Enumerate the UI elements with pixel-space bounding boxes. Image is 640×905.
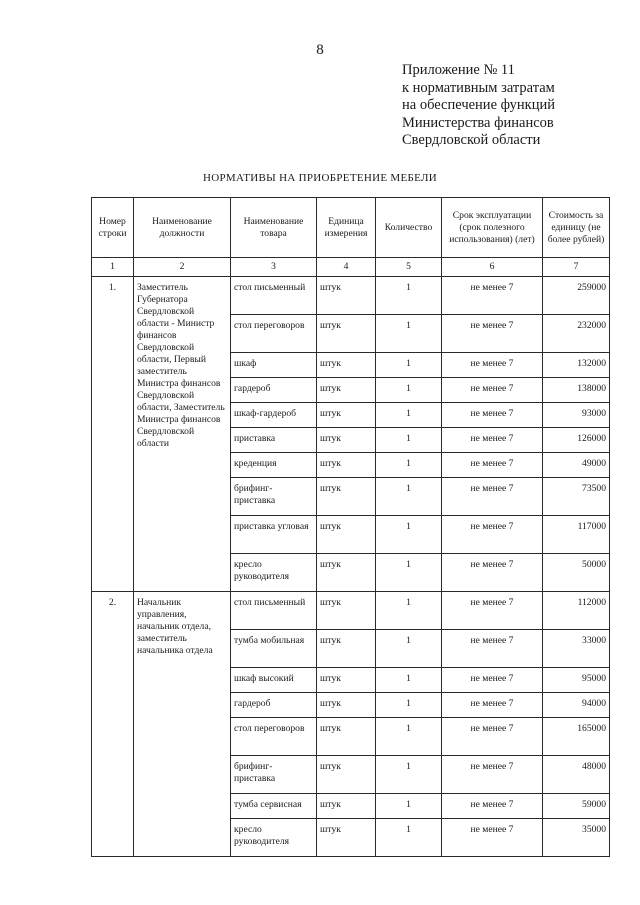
quantity-cell: 1 — [376, 630, 442, 668]
unit-cost-cell: 93000 — [543, 403, 610, 428]
unit-cost-cell: 33000 — [543, 630, 610, 668]
unit-cost-cell: 112000 — [543, 592, 610, 630]
quantity-cell: 1 — [376, 315, 442, 353]
unit-cost-cell: 126000 — [543, 428, 610, 453]
goods-name-cell: брифинг-приставка — [231, 478, 317, 516]
unit-cost-cell: 50000 — [543, 554, 610, 592]
unit-cell: штук — [317, 516, 376, 554]
row-number-cell: 1. — [92, 277, 134, 592]
header-unit-cost: Стоимость за единицу (не более рублей) — [543, 198, 610, 258]
appendix-line: Министерства финансов — [402, 114, 554, 131]
unit-cost-cell: 48000 — [543, 756, 610, 794]
appendix-block — [402, 62, 555, 150]
quantity-cell: 1 — [376, 478, 442, 516]
appendix-line: Свердловской области — [402, 132, 541, 148]
header-row-number: Номер строки — [92, 198, 134, 258]
quantity-cell: 1 — [376, 353, 442, 378]
service-life-cell: не менее 7 — [442, 668, 543, 693]
quantity-cell: 1 — [376, 554, 442, 592]
unit-cell: штук — [317, 378, 376, 403]
goods-name-cell: креденция — [231, 453, 317, 478]
column-number-row — [92, 258, 610, 277]
header-goods: Наименование товара — [231, 198, 317, 258]
service-life-cell: не менее 7 — [442, 819, 543, 857]
goods-name-cell: приставка угловая — [231, 516, 317, 554]
unit-cost-cell: 59000 — [543, 794, 610, 819]
service-life-cell: не менее 7 — [442, 693, 543, 718]
column-number: 6 — [442, 258, 543, 277]
goods-name-cell: стол письменный — [231, 592, 317, 630]
unit-cell: штук — [317, 554, 376, 592]
table-row — [92, 277, 610, 315]
service-life-cell: не менее 7 — [442, 478, 543, 516]
service-life-cell: не менее 7 — [442, 592, 543, 630]
service-life-cell: не менее 7 — [442, 453, 543, 478]
table-header-row — [92, 198, 610, 258]
goods-name-cell: шкаф-гардероб — [231, 403, 317, 428]
unit-cell: штук — [317, 592, 376, 630]
column-number: 3 — [231, 258, 317, 277]
page-number: 8 — [316, 42, 324, 58]
unit-cell: штук — [317, 718, 376, 756]
service-life-cell: не менее 7 — [442, 277, 543, 315]
appendix-line: к нормативным затратам — [402, 79, 555, 96]
appendix-line: Приложение № 11 — [402, 62, 515, 78]
unit-cell: штук — [317, 756, 376, 794]
quantity-cell: 1 — [376, 277, 442, 315]
document-title: НОРМАТИВЫ НА ПРИОБРЕТЕНИЕ МЕБЕЛИ — [202, 172, 438, 184]
service-life-cell: не менее 7 — [442, 630, 543, 668]
goods-name-cell: стол переговоров — [231, 718, 317, 756]
service-life-cell: не менее 7 — [442, 378, 543, 403]
position-cell: Заместитель Губернатора Свердловской области - Министр финансов Свердловской области, Первый заместитель Министра финансов Свердловской области, Заместитель Министра финансов Свердловской области — [134, 277, 231, 592]
goods-name-cell: приставка — [231, 428, 317, 453]
service-life-cell: не менее 7 — [442, 756, 543, 794]
quantity-cell: 1 — [376, 378, 442, 403]
unit-cell: штук — [317, 453, 376, 478]
quantity-cell: 1 — [376, 403, 442, 428]
table-row — [92, 592, 610, 630]
quantity-cell: 1 — [376, 516, 442, 554]
unit-cell: штук — [317, 428, 376, 453]
quantity-cell: 1 — [376, 718, 442, 756]
unit-cost-cell: 95000 — [543, 668, 610, 693]
unit-cost-cell: 165000 — [543, 718, 610, 756]
goods-name-cell: шкаф высокий — [231, 668, 317, 693]
furniture-norms-table — [91, 197, 610, 857]
goods-name-cell: брифинг-приставка — [231, 756, 317, 794]
quantity-cell: 1 — [376, 453, 442, 478]
unit-cell: штук — [317, 668, 376, 693]
quantity-cell: 1 — [376, 819, 442, 857]
unit-cost-cell: 232000 — [543, 315, 610, 353]
service-life-cell: не менее 7 — [442, 718, 543, 756]
goods-name-cell: гардероб — [231, 378, 317, 403]
service-life-cell: не менее 7 — [442, 794, 543, 819]
quantity-cell: 1 — [376, 428, 442, 453]
service-life-cell: не менее 7 — [442, 516, 543, 554]
column-number: 5 — [376, 258, 442, 277]
column-number: 7 — [543, 258, 610, 277]
service-life-cell: не менее 7 — [442, 403, 543, 428]
column-number: 4 — [317, 258, 376, 277]
quantity-cell: 1 — [376, 668, 442, 693]
service-life-cell: не менее 7 — [442, 428, 543, 453]
unit-cell: штук — [317, 403, 376, 428]
unit-cost-cell: 49000 — [543, 453, 610, 478]
goods-name-cell: кресло руководителя — [231, 819, 317, 857]
quantity-cell: 1 — [376, 756, 442, 794]
unit-cell: штук — [317, 794, 376, 819]
quantity-cell: 1 — [376, 794, 442, 819]
header-unit: Единица измерения — [317, 198, 376, 258]
unit-cost-cell: 138000 — [543, 378, 610, 403]
header-quantity: Количество — [376, 198, 442, 258]
quantity-cell: 1 — [376, 693, 442, 718]
column-number: 1 — [92, 258, 134, 277]
unit-cell: штук — [317, 277, 376, 315]
unit-cell: штук — [317, 353, 376, 378]
goods-name-cell: тумба сервисная — [231, 794, 317, 819]
unit-cost-cell: 132000 — [543, 353, 610, 378]
goods-name-cell: гардероб — [231, 693, 317, 718]
column-number: 2 — [134, 258, 231, 277]
service-life-cell: не менее 7 — [442, 315, 543, 353]
service-life-cell: не менее 7 — [442, 554, 543, 592]
row-number-cell: 2. — [92, 592, 134, 857]
unit-cell: штук — [317, 693, 376, 718]
unit-cost-cell: 35000 — [543, 819, 610, 857]
unit-cell: штук — [317, 630, 376, 668]
unit-cost-cell: 73500 — [543, 478, 610, 516]
unit-cost-cell: 117000 — [543, 516, 610, 554]
goods-name-cell: стол письменный — [231, 277, 317, 315]
position-cell: Начальник управления, начальник отдела, заместитель начальника отдела — [134, 592, 231, 857]
header-service-life: Срок эксплуатации (срок полезного использования) (лет) — [442, 198, 543, 258]
unit-cost-cell: 259000 — [543, 277, 610, 315]
unit-cell: штук — [317, 819, 376, 857]
service-life-cell: не менее 7 — [442, 353, 543, 378]
goods-name-cell: шкаф — [231, 353, 317, 378]
appendix-line: на обеспечение функций — [402, 97, 556, 113]
unit-cell: штук — [317, 315, 376, 353]
goods-name-cell: стол переговоров — [231, 315, 317, 353]
header-position: Наименование должности — [134, 198, 231, 258]
unit-cost-cell: 94000 — [543, 693, 610, 718]
goods-name-cell: кресло руководителя — [231, 554, 317, 592]
quantity-cell: 1 — [376, 592, 442, 630]
unit-cell: штук — [317, 478, 376, 516]
goods-name-cell: тумба мобильная — [231, 630, 317, 668]
